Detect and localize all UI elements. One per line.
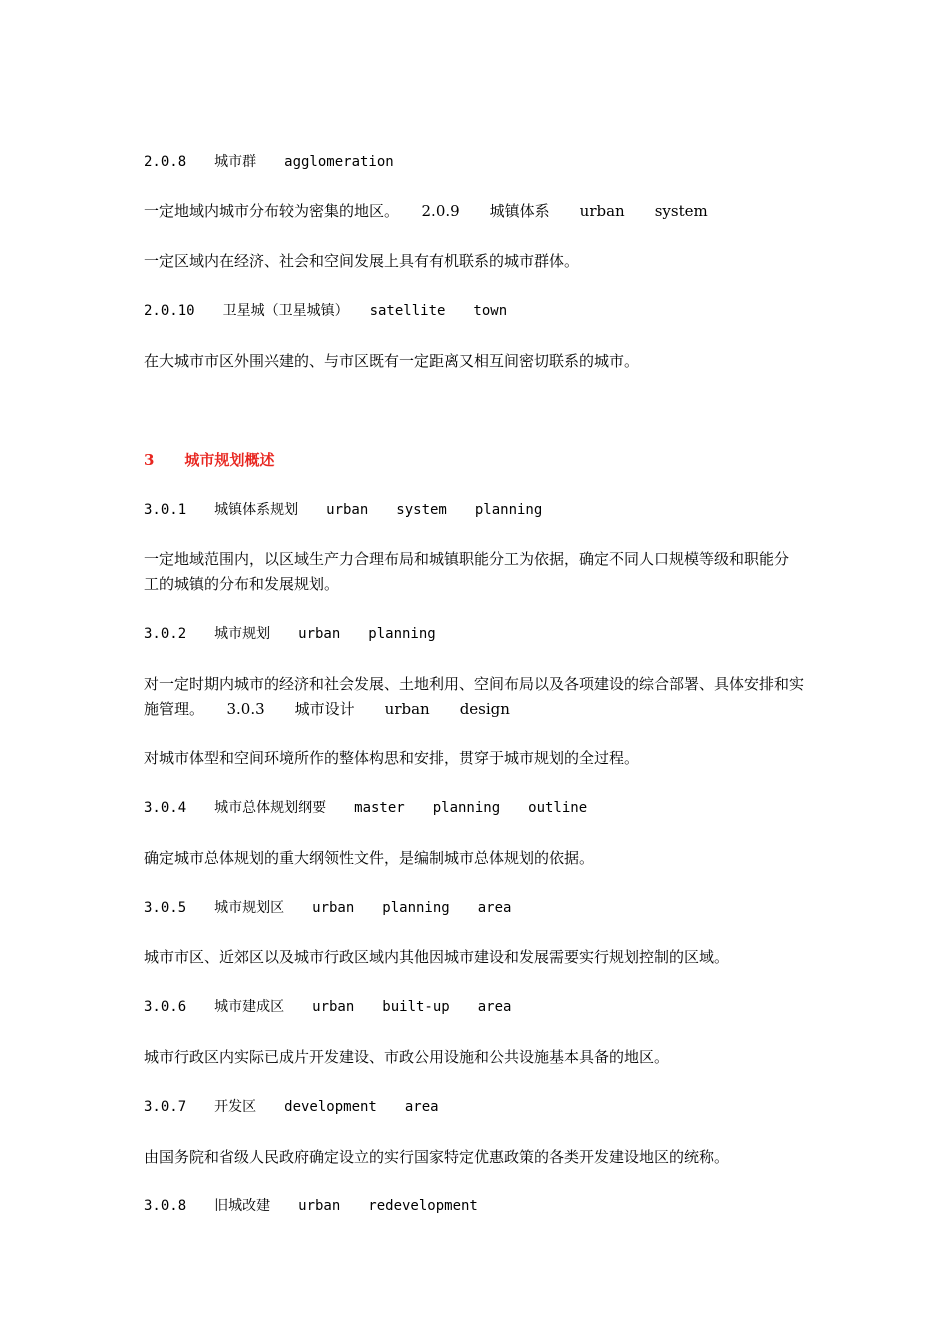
definition-3-0-4: 确定城市总体规划的重大纲领性文件，是编制城市总体规划的依据。 [144, 849, 595, 867]
section-heading-3: 3 城市规划概述 [144, 451, 275, 469]
definition-3-0-5: 城市市区、近郊区以及城市行政区域内其他因城市建设和发展需要实行规划控制的区域。 [144, 948, 730, 966]
definition-3-0-1-line2: 工的城镇的分布和发展规划。 [144, 575, 340, 593]
definition-3-0-1-line1: 一定地域范围内，以区域生产力合理布局和城镇职能分工为依据，确定不同人口规模等级和职能分 [144, 550, 790, 568]
term-3-0-2: 3.0.2 城市规划 urban planning [144, 626, 436, 642]
definition-2-0-9: 一定区域内在经济、社会和空间发展上具有有机联系的城市群体。 [144, 252, 580, 270]
term-2-0-10: 2.0.10 卫星城（卫星城镇） satellite town [144, 303, 508, 319]
definition-3-0-2-line1: 对一定时期内城市的经济和社会发展、土地利用、空间布局以及各项建设的综合部署、具体安排和实 [144, 675, 805, 693]
definition-2-0-10: 在大城市市区外围兴建的、与市区既有一定距离又相互间密切联系的城市。 [144, 352, 640, 370]
definition-3-0-6: 城市行政区内实际已成片开发建设、市政公用设施和公共设施基本具备的地区。 [144, 1048, 670, 1066]
term-3-0-8: 3.0.8 旧城改建 urban redevelopment [144, 1198, 478, 1214]
term-3-0-1: 3.0.1 城镇体系规划 urban system planning [144, 502, 543, 518]
term-3-0-5: 3.0.5 城市规划区 urban planning area [144, 900, 512, 916]
term-3-0-6: 3.0.6 城市建成区 urban built-up area [144, 999, 512, 1015]
term-2-0-8: 2.0.8 城市群 agglomeration [144, 154, 394, 170]
definition-3-0-2-line2: 施管理。 3.0.3 城市设计 urban design [144, 700, 510, 718]
definition-3-0-7: 由国务院和省级人民政府确定设立的实行国家特定优惠政策的各类开发建设地区的统称。 [144, 1148, 730, 1166]
definition-2-0-8: 一定地域内城市分布较为密集的地区。 2.0.9 城镇体系 urban system [144, 202, 708, 220]
term-3-0-7: 3.0.7 开发区 development area [144, 1099, 439, 1115]
definition-3-0-3: 对城市体型和空间环境所作的整体构思和安排，贯穿于城市规划的全过程。 [144, 749, 640, 767]
term-3-0-4: 3.0.4 城市总体规划纲要 master planning outline [144, 800, 588, 816]
